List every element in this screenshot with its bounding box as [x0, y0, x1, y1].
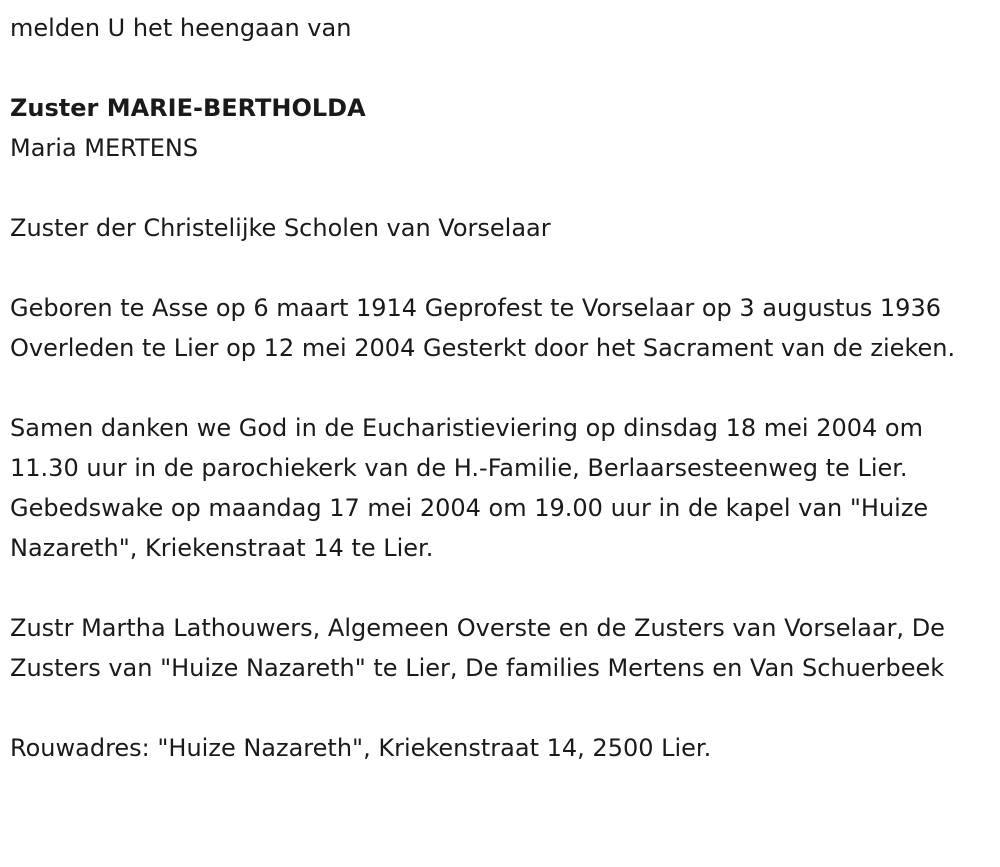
congregation-text: Zuster der Christelijke Scholen van Vorselaar — [10, 214, 551, 242]
spacer — [10, 248, 985, 288]
spacer — [10, 48, 985, 88]
mourners-paragraph: Zustr Martha Lathouwers, Algemeen Overste en de Zusters van Vorselaar, De Zusters van "Huize Nazareth" te Lier, De families Mertens en Van Schuerbeek — [10, 614, 945, 682]
mourning-address: Rouwadres: "Huize Nazareth", Kriekenstraat 14, 2500 Lier. — [10, 734, 712, 762]
spacer — [10, 368, 985, 408]
intro-text: melden U het heengaan van — [10, 14, 352, 42]
spacer — [10, 168, 985, 208]
life-events-paragraph: Geboren te Asse op 6 maart 1914 Geprofest te Vorselaar op 3 augustus 1936 Overleden te Lier op 12 mei 2004 Gesterkt door het Sacrament van de zieken. — [10, 294, 956, 362]
service-paragraph: Samen danken we God in de Eucharistieviering op dinsdag 18 mei 2004 om 11.30 uur in de parochiekerk van de H.-Familie, Berlaarsesteenweg te Lier. Gebedswake op maandag 17 mei 2004 om 19.00 uur in de kapel van "Huize Nazareth", Kriekenstraat 14 te Lier. — [10, 414, 929, 562]
religious-name: Zuster MARIE-BERTHOLDA — [10, 94, 366, 122]
obituary-notice — [10, 8, 985, 768]
spacer — [10, 568, 985, 608]
spacer — [10, 688, 985, 728]
civil-name: Maria MERTENS — [10, 134, 199, 162]
